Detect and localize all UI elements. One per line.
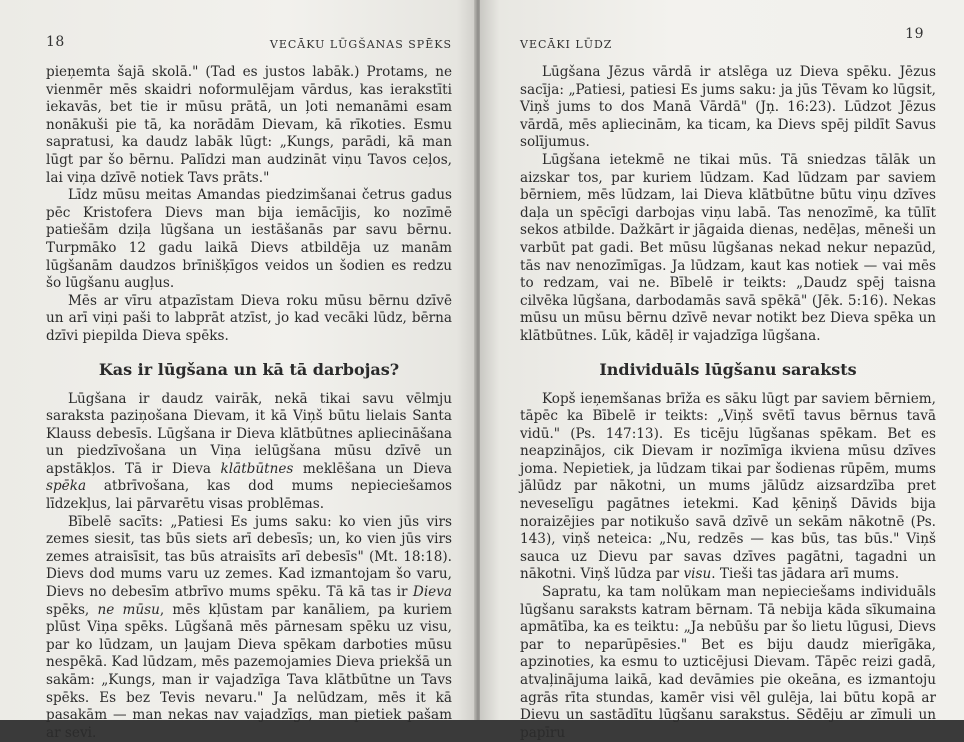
text-run: meklēšana un Dieva — [293, 460, 452, 477]
emphasis: Dieva — [412, 584, 452, 601]
left-paragraph-3: Mēs ar vīru atpazīstam Dieva roku mūsu bērnu dzīvē un arī viņi paši to labprāt atzīst, jo kad vecāki lūdz, bērna dzīvi piepilda Dieva spēks. — [46, 292, 452, 344]
right-paragraph-1: Lūgšana Jēzus vārdā ir atslēga uz Dieva spēku. Jēzus sacīja: „Patiesi, patiesi Es jums saku: ja jūs Tēvam ko lūgsit, Viņš jums to dos Manā Vārdā" (Jņ. 16:23). Lūdzot Jēzus vārdā, mēs apliecinām, ka ticam, ka Dievs spēj pildīt Savus solījumus. — [520, 64, 936, 151]
left-page-body — [46, 64, 452, 742]
left-paragraph-1: pieņemta šajā skolā." (Tad es justos labāk.) Protams, ne vienmēr mēs skaidri noformulējam vārdus, kas ierakstīti iekavās, bet tie ir mūsu prātā, un ļoti nemanāmi esam nonākuši pie tā, ka norādām Dievam, kā rīkoties. Esmu sapratusi, ka daudz labāk lūgt: „Kungs, parādi, kā man lūgt par šo bērnu. Palīdzi man audzināt viņu Tavos ceļos, lai viņa dzīvē notiek Tavs prāts." — [46, 64, 452, 186]
right-running-head: VECĀKI LŪDZ — [520, 38, 613, 51]
right-page-number: 19 — [905, 26, 924, 42]
right-section-heading: Individuāls lūgšanu saraksts — [599, 359, 857, 379]
emphasis: klātbūtnes — [220, 460, 294, 477]
emphasis: visu — [683, 566, 712, 583]
right-paragraph-3 — [520, 391, 936, 585]
emphasis: ne mūsu — [97, 601, 160, 618]
text-run: spēks, — [46, 601, 98, 618]
left-paragraph-2: Līdz mūsu meitas Amandas piedzimšanai četrus gadus pēc Kristofera Dievs man bija iemācījis, ko nozīmē patiešām dziļa lūgšana un iestāšanās par savu bērnu. Turpmāko 12 gadu laikā Dievs atbildēja uz manām lūgšanām daudzos brīnišķīgos veidos un šodien es redzu šo lūgšanu augļus. — [46, 187, 452, 292]
text-run: Lūgšana ir daudz vairāk, nekā tikai savu vēlmju saraksta paziņošana Dievam, it kā Viņš būtu lielais Santa Klauss debesīs. Lūgšana ir Dieva klātbūtnes apliecināšana un piedzīvošana un Viņa ielūgšana mūsu dzīvē un apstākļos. Tā ir Dieva — [46, 390, 452, 477]
left-page-number: 18 — [46, 34, 65, 50]
right-paragraph-2: Lūgšana ietekmē ne tikai mūs. Tā sniedzas tālāk un aizskar tos, par kuriem lūdzam. Kad lūdzam par saviem bērniem, mēs lūdzam, lai Dieva klātbūtne būtu viņu dzīves daļa un spēcīgi darbojas viņu labā. Tas nenozīmē, ka tūlīt sekos atbilde. Dažkārt ir jāgaida dienas, nedēļas, mēneši un varbūt pat gadi. Bet mūsu lūgšanas nekad nekur nepazūd, tās nav nenozīmīgas. Ja lūdzam, kaut kas notiek — vai mēs to redzam, vai ne. Bībelē ir teikts: „Daudz spēj taisna cilvēka lūgšana, darbodamās savā spēkā" (Jēk. 5:16). Nekas mūsu un mūsu bērnu dzīvē nevar notikt bez Dieva spēka un klātbūtnes. Lūk, kādēļ ir vajadzīga lūgšana. — [520, 151, 936, 344]
left-paragraph-4 — [46, 391, 452, 514]
left-page-header — [46, 34, 452, 54]
text-run: Bībelē sacīts: „Patiesi Es jums saku: ko vien jūs virs zemes siesit, tas būs siets arī debesīs; un, ko vien jūs virs zemes atraisīsit, tas būs atraisīts arī debesīs" (Mt. 18:18). Dievs dod mums varu uz zemes. Kad izmantojam šo varu, Dievs no debesīm atbrīvo mums spēku. Tā kā tas ir — [46, 513, 452, 601]
emphasis: spēka — [46, 478, 87, 495]
right-paragraph-4: Sapratu, ka tam nolūkam man nepieciešams individuāls lūgšanu saraksts katram bērnam. Tā nebija kāda sīkumaina apmātība, ka es teiktu: „Ja nebūšu par šo lietu lūgusi, Dievs par to neparūpēsies." Bet es biju daudz mierīgāka, apzinoties, ka esmu to uzticējusi Dievam. Tāpēc reizi gadā, atvaļinājuma laikā, kad devāmies pie okeāna, es izmantoju agrās rīta stundas, kamēr visi vēl gulēja, lai būtu kopā ar Dievu un sastādītu lūgšanu sarakstus. Sēdēju ar zīmuli un papīru — [520, 584, 936, 741]
left-running-head: VECĀKU LŪGŠANAS SPĒKS — [269, 38, 452, 51]
text-run: Kopš ieņemšanas brīža es sāku lūgt par saviem bērniem, tāpēc ka Bībelē ir teikts: „Viņš svētī tavus bērnus tavā vidū." (Ps. 147:13). Es ticēju lūgšanas spēkam. Bet es neapzinājos, cik Dievam ir nozīmīga ikviena mūsu dzīves joma. Nepietiek, ja lūdzam tikai par šodienas rūpēm, mums jālūdz par nākotni, un mums jālūdz aizsardzība pret neveselīgu pagātnes ietekmi. Kad ķēniņš Dāvids bija noraizējies par notikušo savā dzīvē un sekām nākotnē (Ps. 143), viņš neteica: „Nu, redzēs — kas būs, tas būs." Viņš sauca uz Dievu par savas dzīves pagātni, tagadni un nākotni. Viņš lūdza par — [520, 390, 936, 583]
text-run: . Tieši tas jādara arī mums. — [711, 566, 900, 583]
left-section-heading: Kas ir lūgšana un kā tā darbojas? — [98, 359, 400, 379]
right-page-body — [520, 64, 936, 742]
right-page — [480, 0, 964, 741]
left-page — [0, 0, 476, 741]
text-run: , mēs kļūstam par kanāliem, pa kuriem plūst Viņa spēks. Lūgšanā mēs pārnesam spēku uz visu, par ko lūdzam, un ļaujam Dieva spēkam darboties mūsu nespēkā. Kad lūdzam, mēs pazemojamies Dieva priekšā un sakām: „Kungs, man ir vajadzīga Tava klātbūtne un Tavs spēks. Es bez Tevis nevaru." Ja nelūdzam, mēs it kā pasakām — man nekas nav vajadzīgs, man pietiek pašam ar sevi. — [46, 601, 453, 741]
right-page-header — [520, 26, 936, 51]
left-paragraph-5 — [46, 514, 452, 742]
text-run: atbrīvošana, kas dod mums nepieciešamos līdzekļus, lai pārvarētu visas problēmas. — [46, 478, 452, 513]
